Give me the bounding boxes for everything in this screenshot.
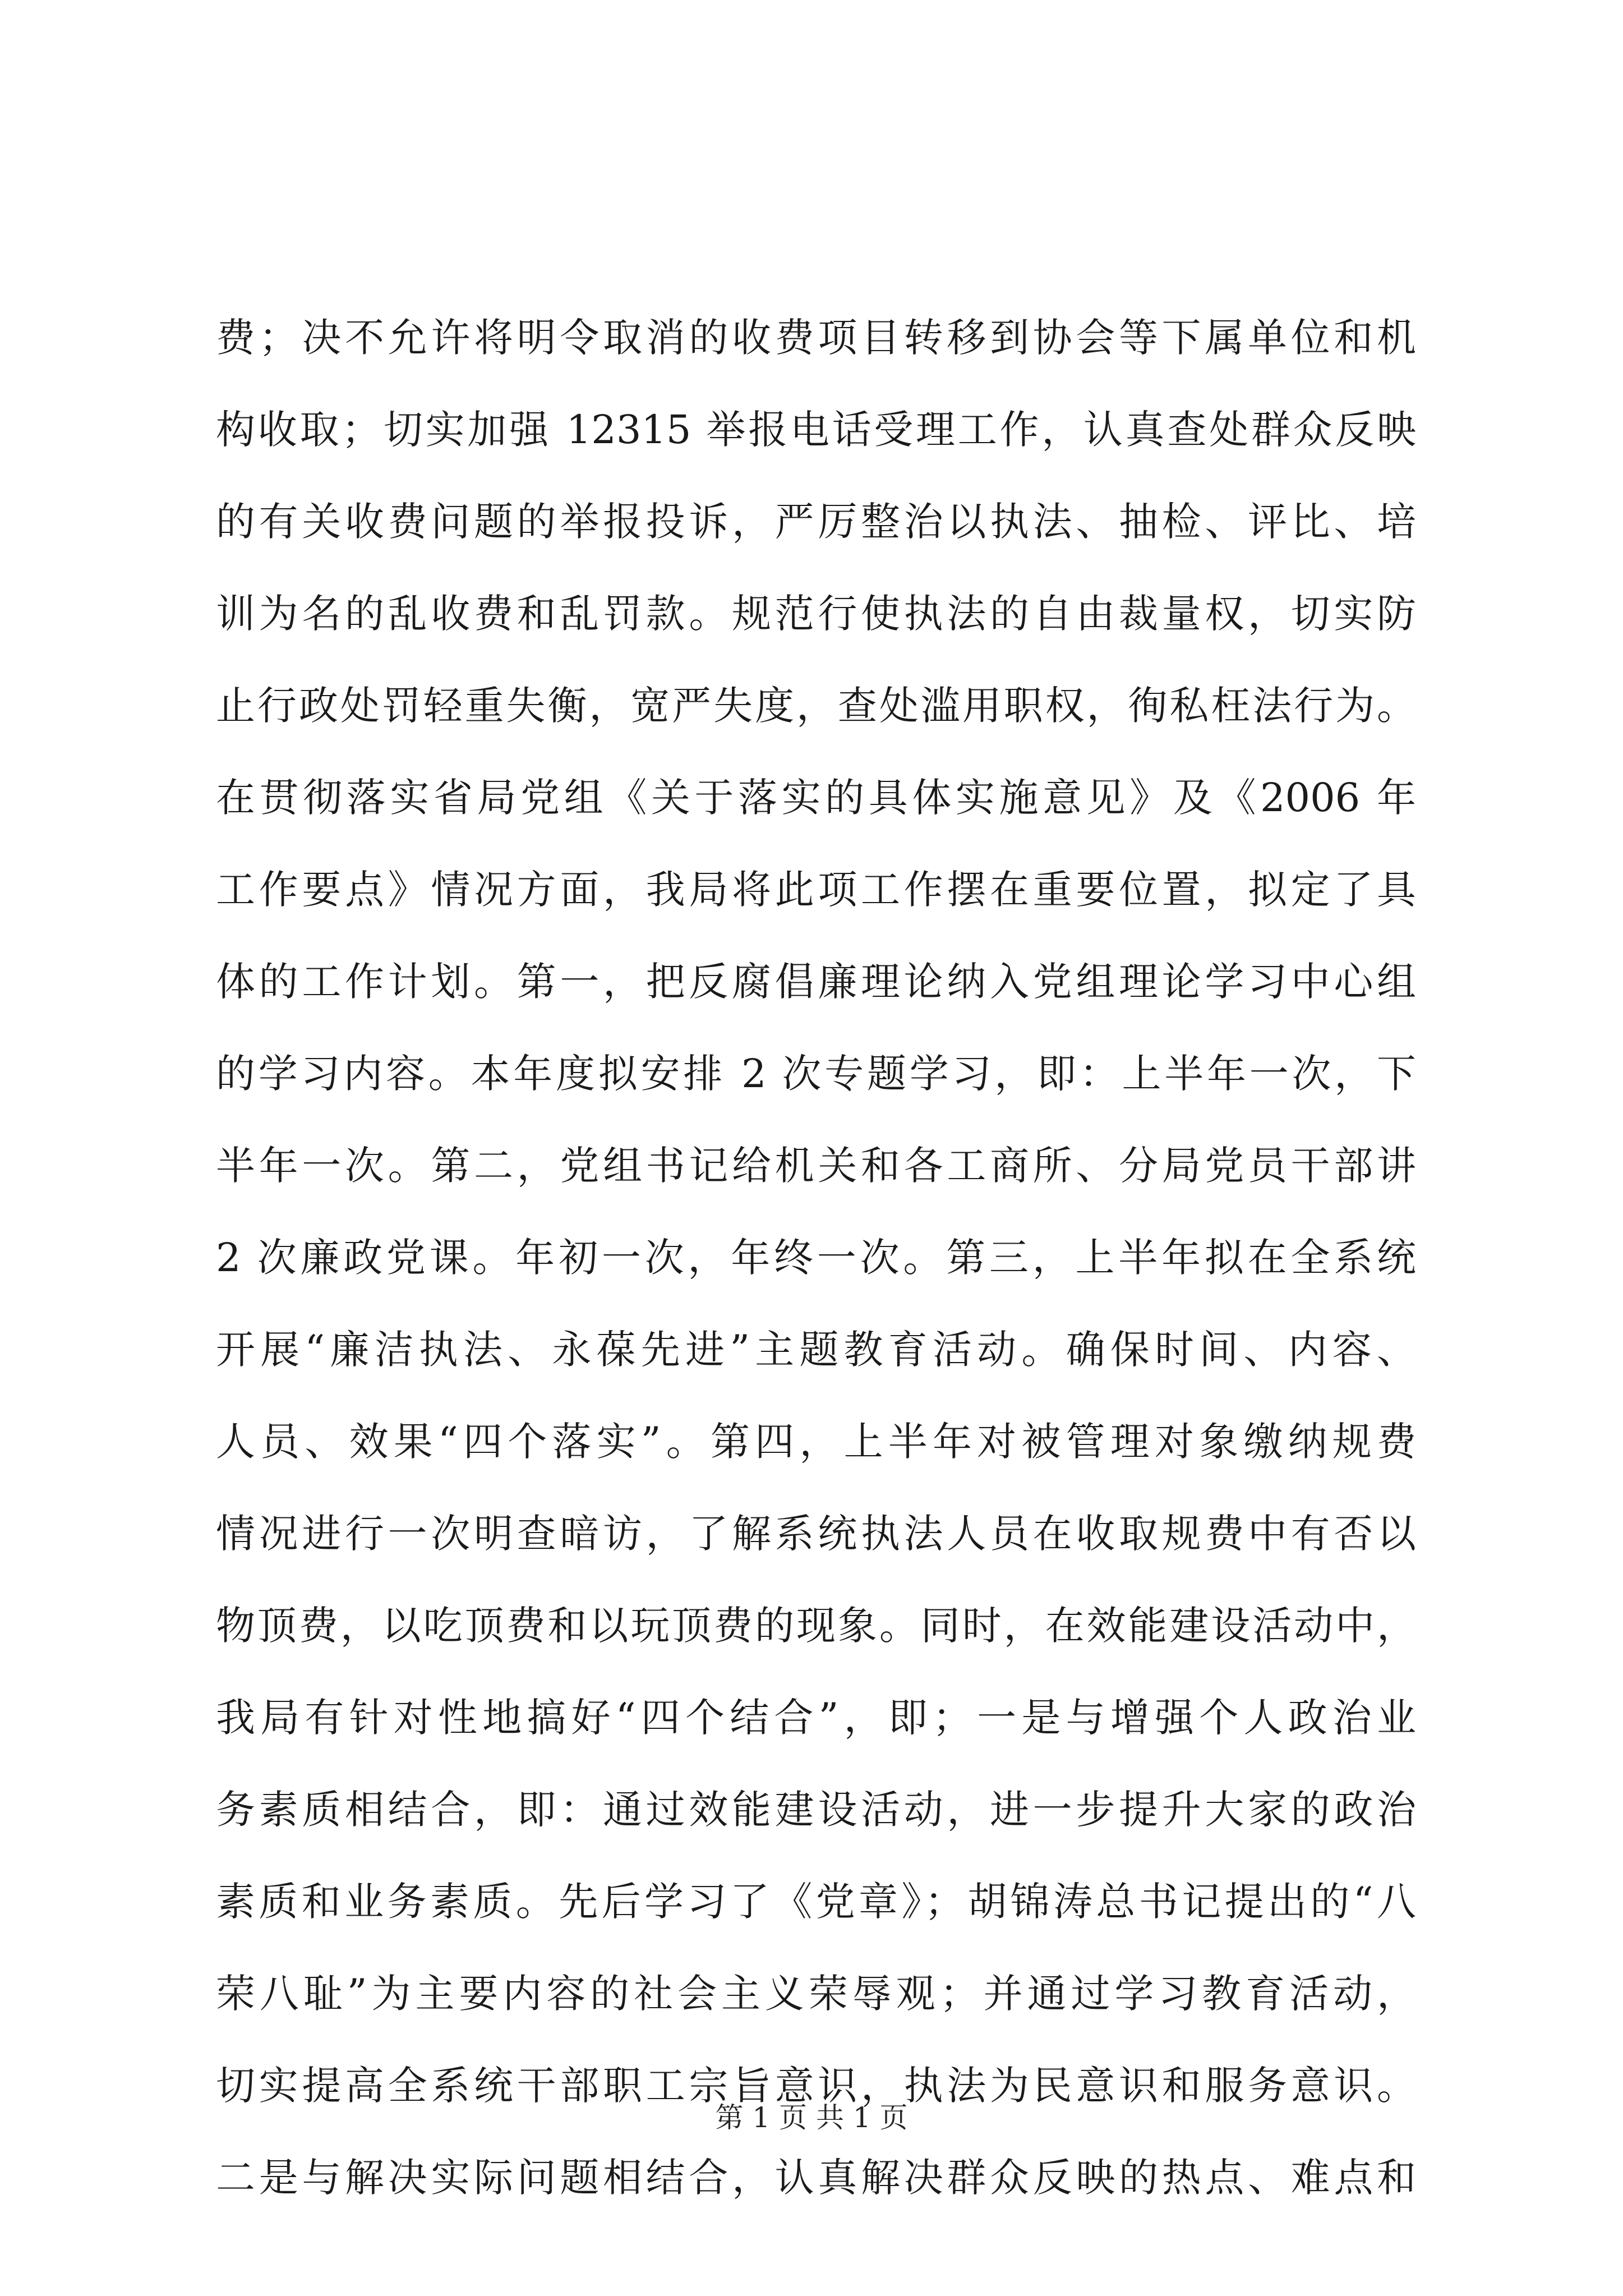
text-line: 训为名的乱收费和乱罚款。规范行使执法的自由裁量权，切实防 bbox=[216, 591, 1416, 637]
text-line: 素质和业务素质。先后学习了《党章》；胡锦涛总书记提出的“八 bbox=[216, 1879, 1416, 1925]
text-line: 费；决不允许将明令取消的收费项目转移到协会等下属单位和机 bbox=[216, 315, 1416, 361]
page-number-label: 第 1 页 共 1 页 bbox=[715, 2101, 908, 2134]
text-line: 2 次廉政党课。年初一次，年终一次。第三，上半年拟在全系统 bbox=[216, 1235, 1416, 1281]
text-line: 开展“廉洁执法、永葆先进”主题教育活动。确保时间、内容、 bbox=[216, 1327, 1416, 1373]
body-text bbox=[216, 292, 1416, 2224]
text-line: 止行政处罚轻重失衡，宽严失度，查处滥用职权，徇私枉法行为。 bbox=[216, 683, 1416, 729]
text-line: 切实提高全系统干部职工宗旨意识，执法为民意识和服务意识。 bbox=[216, 2063, 1416, 2109]
page-footer bbox=[0, 2101, 1623, 2134]
text-line: 情况进行一次明查暗访，了解系统执法人员在收取规费中有否以 bbox=[216, 1511, 1416, 1557]
text-line: 在贯彻落实省局党组《关于落实的具体实施意见》及《2006 年 bbox=[216, 775, 1416, 821]
text-line: 工作要点》情况方面，我局将此项工作摆在重要位置，拟定了具 bbox=[216, 867, 1416, 913]
text-line: 的有关收费问题的举报投诉，严厉整治以执法、抽检、评比、培 bbox=[216, 499, 1416, 545]
text-line: 务素质相结合，即：通过效能建设活动，进一步提升大家的政治 bbox=[216, 1787, 1416, 1833]
text-line: 二是与解决实际问题相结合，认真解决群众反映的热点、难点和 bbox=[216, 2155, 1416, 2201]
text-line: 半年一次。第二，党组书记给机关和各工商所、分局党员干部讲 bbox=[216, 1143, 1416, 1189]
text-line: 物顶费，以吃顶费和以玩顶费的现象。同时，在效能建设活动中， bbox=[216, 1603, 1416, 1649]
text-line: 我局有针对性地搞好“四个结合”，即；一是与增强个人政治业 bbox=[216, 1695, 1416, 1741]
text-line: 荣八耻”为主要内容的社会主义荣辱观；并通过学习教育活动， bbox=[216, 1971, 1416, 2017]
text-line: 构收取；切实加强 12315 举报电话受理工作，认真查处群众反映 bbox=[216, 407, 1416, 453]
text-line: 的学习内容。本年度拟安排 2 次专题学习，即：上半年一次，下 bbox=[216, 1051, 1416, 1097]
text-line: 体的工作计划。第一，把反腐倡廉理论纳入党组理论学习中心组 bbox=[216, 959, 1416, 1005]
text-line: 人员、效果“四个落实”。第四，上半年对被管理对象缴纳规费 bbox=[216, 1419, 1416, 1465]
